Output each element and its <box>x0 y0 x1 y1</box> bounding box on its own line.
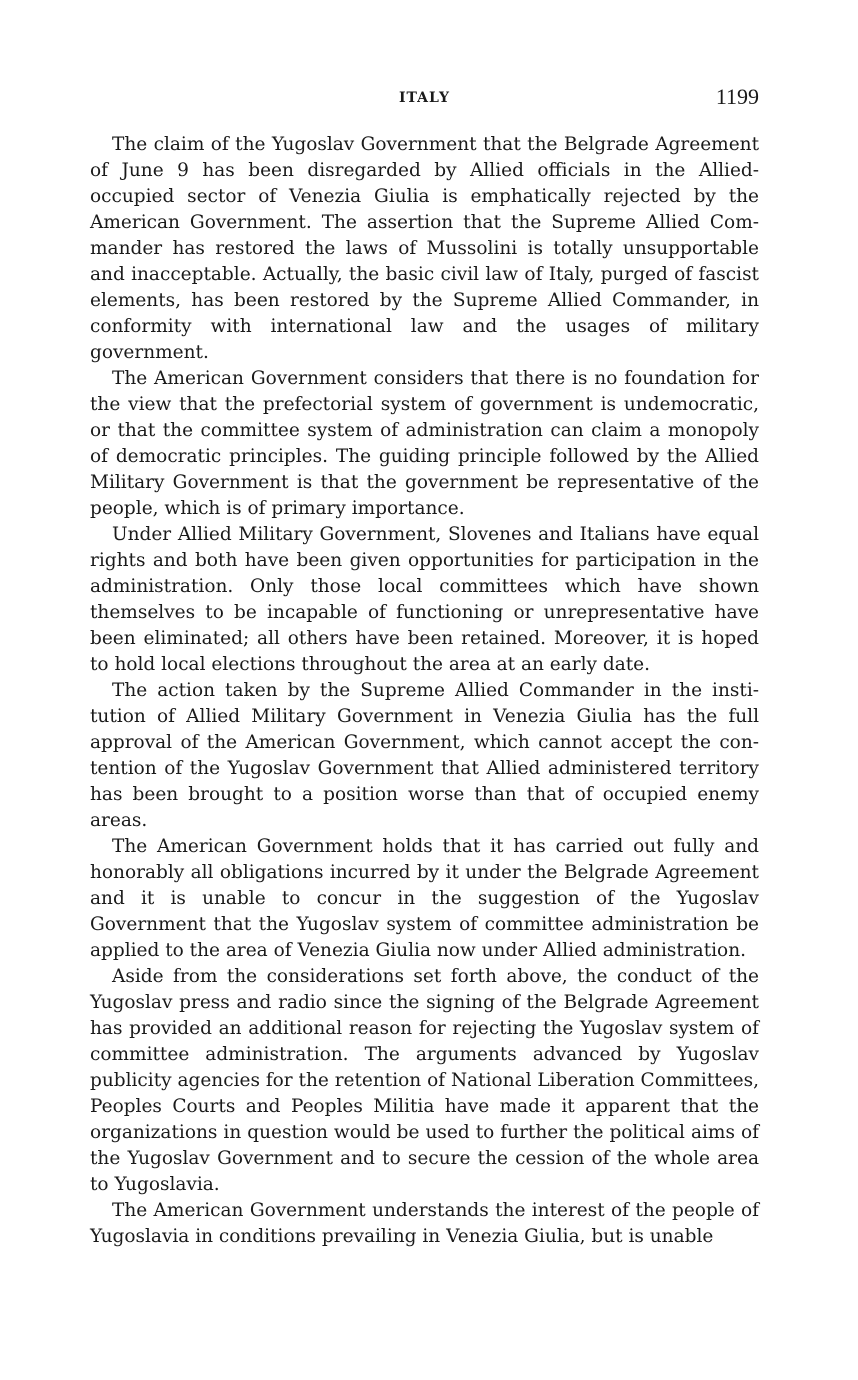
document-page <box>90 84 759 1250</box>
page-number: 1199 <box>715 84 759 109</box>
paragraph: The American Government considers that there is no foundation for the view that the prefectorial system of government is undemocratic, or that the committee system of administration can claim a monopoly of democratic principles. The guiding principle followed by the Allied Military Government is that the government be representative of the people, which is of primary importance. <box>90 368 759 519</box>
paragraph: The claim of the Yugoslav Government that the Belgrade Agreement of June 9 has been disregarded by Allied officials in the Allied-occupied sector of Venezia Giulia is emphatically rejected by the American Government. The assertion that the Supreme Allied Commander has restored the laws of Mussolini is totally unsupportable and inacceptable. Actually, the basic civil law of Italy, purged of fascist elements, has been restored by the Supreme Allied Commander, in conformity with international law and the usages of military government. <box>90 134 759 363</box>
running-header <box>90 84 759 114</box>
paragraph: Aside from the considerations set forth above, the conduct of the Yugoslav press and radio since the signing of the Belgrade Agreement has provided an additional reason for rejecting the Yugoslav system of committee administration. The arguments advanced by Yugoslav publicity agencies for the retention of National Liberation Committees, Peoples Courts and Peoples Militia have made it apparent that the organizations in question would be used to further the political aims of the Yugoslav Government and to secure the cession of the whole area to Yugoslavia. <box>90 966 759 1195</box>
paragraph: Under Allied Military Government, Slovenes and Italians have equal rights and both have been given opportunities for participation in the administration. Only those local committees which have shown themselves to be incapable of functioning or unrepresentative have been eliminated; all others have been retained. Moreover, it is hoped to hold local elections throughout the area at an early date. <box>90 524 759 675</box>
paragraph: The American Government holds that it has carried out fully and honorably all obligations incurred by it under the Belgrade Agreement and it is unable to concur in the suggestion of the Yugoslav Government that the Yugoslav system of committee administration be applied to the area of Venezia Giulia now under Allied administration. <box>90 836 759 961</box>
paragraph: The American Government understands the interest of the people of Yugoslavia in conditions prevailing in Venezia Giulia, but is unable <box>90 1200 759 1247</box>
running-title: ITALY <box>398 90 450 106</box>
paragraph: The action taken by the Supreme Allied Commander in the institution of Allied Military Government in Venezia Giulia has the full approval of the American Government, which cannot accept the contention of the Yugoslav Government that Allied administered territory has been brought to a position worse than that of occupied enemy areas. <box>90 680 759 831</box>
body-text <box>90 132 759 1250</box>
